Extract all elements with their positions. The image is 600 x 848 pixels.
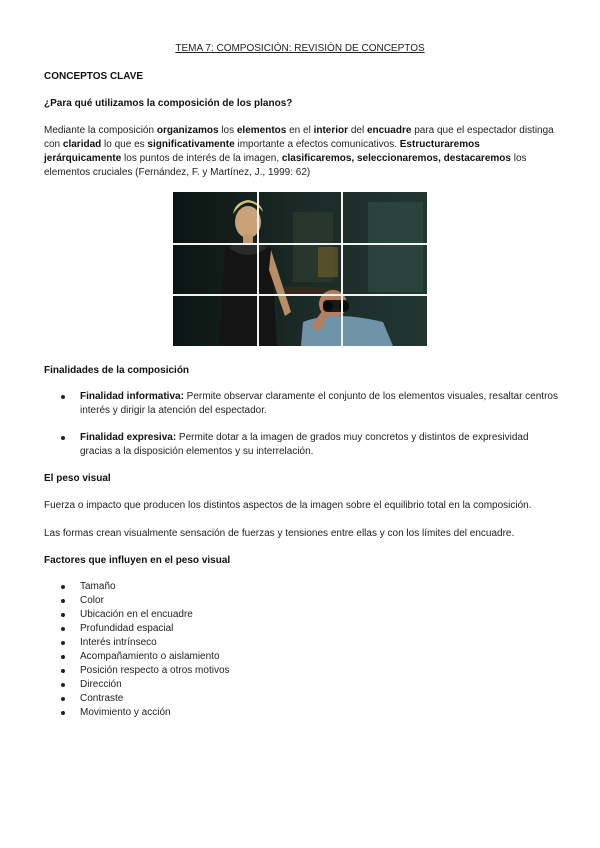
intro-text-run: Mediante la composición <box>44 125 157 136</box>
finalidad-expresiva-text: Permite dotar a la imagen de grados muy concretos y distintos de expresividad gracias a la disposición elementos y su interrelación. <box>80 432 529 457</box>
intro-paragraph <box>44 124 559 180</box>
intro-text-run: para que el espectador distinga con <box>44 125 554 150</box>
factores-list <box>44 580 559 720</box>
list-item <box>44 431 559 459</box>
intro-bold-term: significativamente <box>147 139 235 150</box>
intro-text-run: los <box>218 125 237 136</box>
peso-visual-heading: El peso visual <box>44 473 111 484</box>
list-item: Posición respecto a otros motivos <box>44 664 559 678</box>
finalidades-heading: Finalidades de la composición <box>44 365 190 376</box>
peso-visual-paragraph-1: Fuerza o impacto que producen los distintos aspectos de la imagen sobre el equilibrio total en la composición. <box>44 500 532 511</box>
grid-line-vertical-1 <box>257 192 259 346</box>
grid-line-vertical-2 <box>341 192 343 346</box>
list-item: Interés intrínseco <box>44 636 559 650</box>
intro-text-run: del <box>348 125 367 136</box>
factores-heading: Factores que influyen en el peso visual <box>44 555 231 566</box>
finalidad-expresiva-label: Finalidad expresiva: <box>80 432 177 443</box>
list-item: Profundidad espacial <box>44 622 559 636</box>
finalidad-informativa-text: Permite observar claramente el conjunto de los elementos visuales, resaltar centros interés y dirigir la atención del espectador. <box>80 391 558 416</box>
question-heading: ¿Para qué utilizamos la composición de los planos? <box>44 98 293 109</box>
film-still-illustration <box>173 192 427 346</box>
list-item: Acompañamiento o aislamiento <box>44 650 559 664</box>
list-item: Contraste <box>44 692 559 706</box>
intro-bold-term: interior <box>313 125 349 136</box>
list-item: Tamaño <box>44 580 559 594</box>
intro-text-run: los elementos cruciales (Fernández, F. y Martínez, J., 1999: 62) <box>44 153 527 178</box>
intro-bold-term: organizamos <box>156 125 219 136</box>
intro-bold-term: clasificaremos, seleccionaremos, destacaremos <box>281 153 511 164</box>
page-title: TEMA 7: COMPOSICIÓN: REVISIÓN DE CONCEPTOS <box>175 43 425 54</box>
peso-visual-paragraph-2: Las formas crean visualmente sensación de fuerzas y tensiones entre ellas y con los límites del encuadre. <box>44 528 515 539</box>
list-item: Dirección <box>44 678 559 692</box>
intro-text-run: importante a efectos comunicativos. <box>234 139 400 150</box>
list-item: Ubicación en el encuadre <box>44 608 559 622</box>
intro-bold-term: elementos <box>236 125 287 136</box>
list-item <box>44 390 559 418</box>
film-still-image <box>173 192 427 346</box>
finalidades-list-2 <box>44 431 559 459</box>
intro-bold-term: encuadre <box>366 125 412 136</box>
finalidades-list <box>44 390 559 418</box>
intro-text-run: en el <box>286 125 314 136</box>
grid-line-horizontal-2 <box>173 294 427 296</box>
intro-bold-term: Estructuraremos jerárquicamente <box>44 139 480 164</box>
list-item: Color <box>44 594 559 608</box>
list-item: Movimiento y acción <box>44 706 559 720</box>
finalidad-informativa-label: Finalidad informativa: <box>80 391 184 402</box>
intro-text-run: los puntos de interés de la imagen, <box>121 153 282 164</box>
section-heading-key-concepts: CONCEPTOS CLAVE <box>44 71 144 82</box>
grid-line-horizontal-1 <box>173 243 427 245</box>
intro-bold-term: claridad <box>62 139 102 150</box>
intro-text-run: lo que es <box>101 139 148 150</box>
